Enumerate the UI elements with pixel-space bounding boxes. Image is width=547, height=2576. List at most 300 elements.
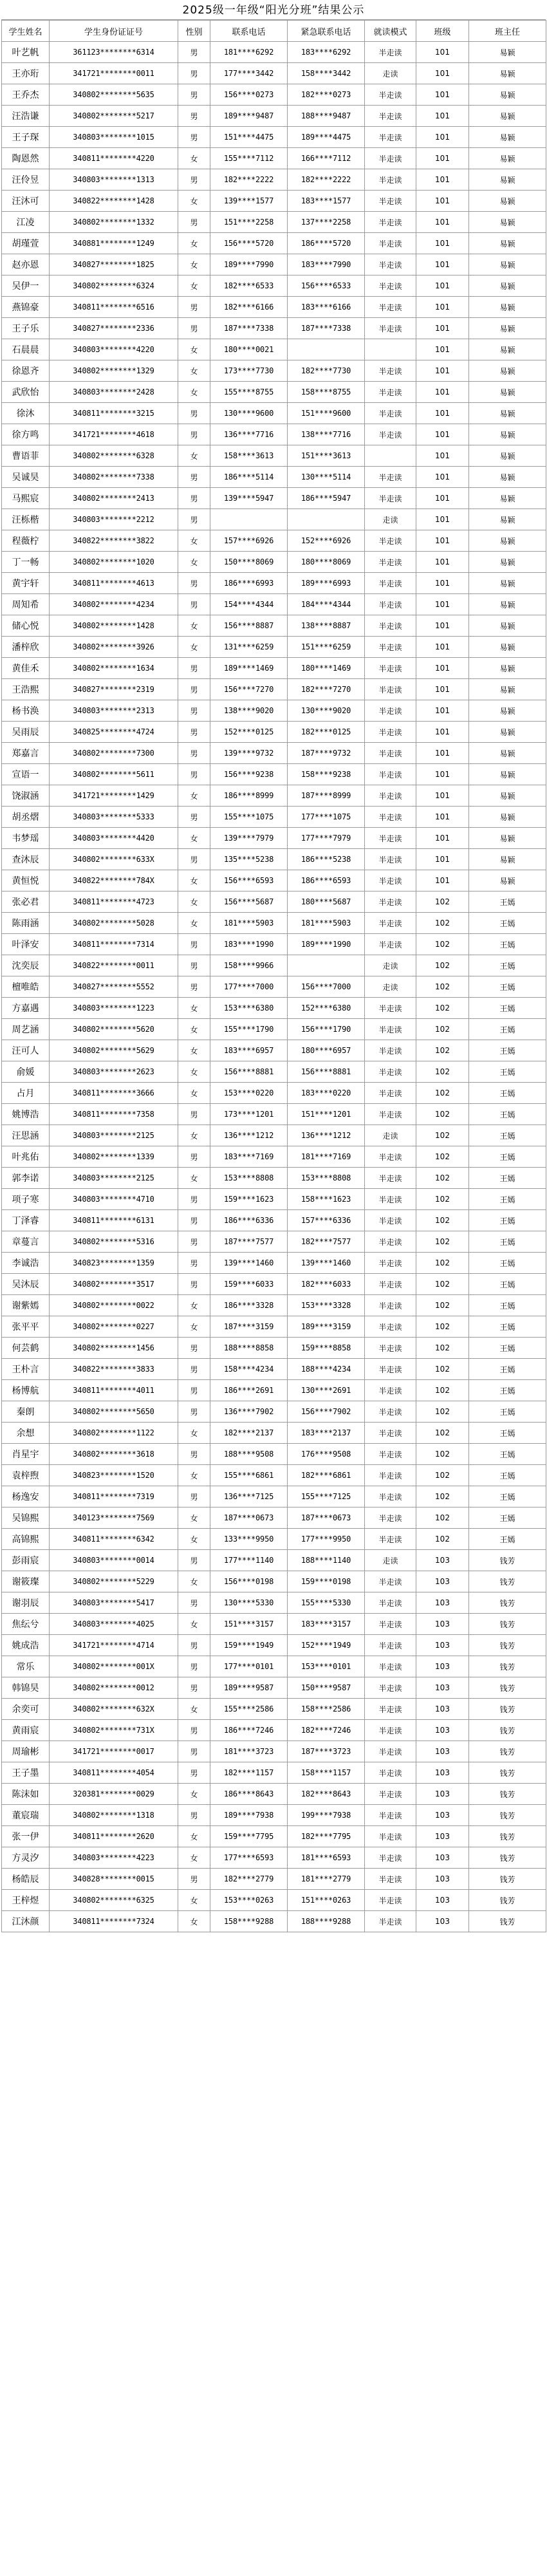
cell-class: 102 — [416, 1083, 469, 1104]
cell-id-number: 340802********7300 — [50, 743, 178, 764]
cell-study-mode: 半走读 — [365, 297, 416, 318]
cell-student-name: 李诚浩 — [2, 1253, 50, 1274]
cell-id-number: 340811********3215 — [50, 403, 178, 424]
cell-gender: 男 — [178, 743, 210, 764]
table-row — [2, 1061, 546, 1083]
cell-gender: 女 — [178, 637, 210, 658]
cell-emergency-phone: 157****6336 — [288, 1210, 365, 1231]
cell-phone: 158****9288 — [210, 1911, 288, 1932]
cell-student-name: 吴伊一 — [2, 275, 50, 297]
cell-class: 102 — [416, 1210, 469, 1231]
cell-student-name: 常乐 — [2, 1656, 50, 1677]
cell-student-name: 高锦熙 — [2, 1529, 50, 1550]
cell-gender: 女 — [178, 1168, 210, 1189]
cell-class: 101 — [416, 339, 469, 360]
cell-id-number: 340802********633X — [50, 849, 178, 870]
cell-gender: 男 — [178, 1486, 210, 1507]
cell-study-mode: 半走读 — [365, 1741, 416, 1762]
cell-study-mode: 半走读 — [365, 1677, 416, 1699]
cell-study-mode: 半走读 — [365, 127, 416, 148]
cell-emergency-phone: 153****3328 — [288, 1295, 365, 1316]
table-row — [2, 297, 546, 318]
cell-phone: 187****7338 — [210, 318, 288, 339]
cell-gender: 男 — [178, 1189, 210, 1210]
cell-student-name: 袁梓煦 — [2, 1465, 50, 1486]
cell-phone: 186****2691 — [210, 1380, 288, 1401]
cell-id-number: 340802********5316 — [50, 1231, 178, 1253]
cell-student-name: 汪思涵 — [2, 1125, 50, 1146]
cell-study-mode: 半走读 — [365, 488, 416, 509]
cell-head-teacher: 钱芳 — [469, 1741, 546, 1762]
cell-study-mode: 半走读 — [365, 1380, 416, 1401]
cell-student-name: 胡丞熠 — [2, 807, 50, 828]
cell-study-mode: 半走读 — [365, 1805, 416, 1826]
table-row — [2, 1359, 546, 1380]
cell-emergency-phone — [288, 339, 365, 360]
cell-class: 101 — [416, 870, 469, 891]
cell-study-mode: 半走读 — [365, 148, 416, 169]
cell-class: 101 — [416, 297, 469, 318]
cell-gender: 女 — [178, 1571, 210, 1592]
cell-phone: 136****7902 — [210, 1401, 288, 1423]
cell-head-teacher: 易颖 — [469, 615, 546, 637]
header-class: 班级 — [416, 21, 469, 42]
table-row — [2, 1295, 546, 1316]
cell-phone: 135****5238 — [210, 849, 288, 870]
cell-emergency-phone: 177****1075 — [288, 807, 365, 828]
cell-study-mode: 半走读 — [365, 1699, 416, 1720]
cell-phone: 159****6033 — [210, 1274, 288, 1295]
cell-study-mode: 半走读 — [365, 382, 416, 403]
cell-class: 103 — [416, 1741, 469, 1762]
cell-study-mode: 半走读 — [365, 424, 416, 445]
cell-phone: 155****7112 — [210, 148, 288, 169]
cell-id-number: 340802********3618 — [50, 1444, 178, 1465]
cell-student-name: 王子墨 — [2, 1762, 50, 1784]
cell-gender: 男 — [178, 1253, 210, 1274]
cell-head-teacher: 易颖 — [469, 594, 546, 615]
cell-head-teacher: 易颖 — [469, 828, 546, 849]
table-row — [2, 828, 546, 849]
cell-class: 101 — [416, 722, 469, 743]
cell-class: 102 — [416, 1146, 469, 1168]
cell-class: 103 — [416, 1784, 469, 1805]
cell-phone: 156****5720 — [210, 233, 288, 254]
table-row — [2, 169, 546, 191]
cell-class: 101 — [416, 509, 469, 530]
cell-emergency-phone: 130****2691 — [288, 1380, 365, 1401]
cell-student-name: 徐沐 — [2, 403, 50, 424]
cell-emergency-phone: 187****9732 — [288, 743, 365, 764]
cell-gender: 女 — [178, 552, 210, 573]
cell-id-number: 320381********0029 — [50, 1784, 178, 1805]
cell-gender: 女 — [178, 828, 210, 849]
cell-study-mode: 半走读 — [365, 807, 416, 828]
cell-student-name: 韦梦瑶 — [2, 828, 50, 849]
cell-head-teacher: 王嫣 — [469, 1146, 546, 1168]
cell-class: 101 — [416, 488, 469, 509]
table-row — [2, 1890, 546, 1911]
cell-phone: 151****4475 — [210, 127, 288, 148]
cell-gender: 女 — [178, 1040, 210, 1061]
cell-head-teacher: 易颖 — [469, 127, 546, 148]
cell-class: 101 — [416, 403, 469, 424]
cell-phone: 156****5687 — [210, 891, 288, 913]
cell-head-teacher: 易颖 — [469, 764, 546, 785]
cell-head-teacher: 易颖 — [469, 700, 546, 722]
table-row — [2, 1826, 546, 1847]
table-row — [2, 998, 546, 1019]
header-id-number: 学生身份证证号 — [50, 21, 178, 42]
cell-class: 101 — [416, 42, 469, 63]
cell-phone: 156****8881 — [210, 1061, 288, 1083]
header-student-name: 学生姓名 — [2, 21, 50, 42]
cell-head-teacher: 王嫣 — [469, 1061, 546, 1083]
cell-id-number: 340803********2125 — [50, 1168, 178, 1189]
cell-phone: 156****6593 — [210, 870, 288, 891]
table-row — [2, 679, 546, 700]
cell-class: 102 — [416, 1061, 469, 1083]
cell-student-name: 黄雨宸 — [2, 1720, 50, 1741]
cell-class: 102 — [416, 1401, 469, 1423]
cell-study-mode: 半走读 — [365, 1529, 416, 1550]
table-row — [2, 1720, 546, 1741]
table-row — [2, 1847, 546, 1869]
cell-head-teacher: 易颖 — [469, 658, 546, 679]
cell-emergency-phone: 187****8999 — [288, 785, 365, 807]
cell-id-number: 340802********6328 — [50, 445, 178, 467]
cell-id-number: 340811********4723 — [50, 891, 178, 913]
cell-gender: 女 — [178, 1529, 210, 1550]
cell-student-name: 方灵汐 — [2, 1847, 50, 1869]
cell-id-number: 340827********5552 — [50, 976, 178, 998]
cell-head-teacher: 王嫣 — [469, 1040, 546, 1061]
cell-gender: 男 — [178, 1338, 210, 1359]
cell-id-number: 340803********4025 — [50, 1614, 178, 1635]
cell-id-number: 340802********1329 — [50, 360, 178, 382]
cell-phone: 181****6292 — [210, 42, 288, 63]
cell-head-teacher: 易颖 — [469, 637, 546, 658]
cell-class: 101 — [416, 743, 469, 764]
cell-phone: 187****0673 — [210, 1507, 288, 1529]
cell-gender: 男 — [178, 1210, 210, 1231]
cell-class: 102 — [416, 1316, 469, 1338]
cell-phone: 131****6259 — [210, 637, 288, 658]
cell-emergency-phone: 187****0673 — [288, 1507, 365, 1529]
table-row — [2, 594, 546, 615]
cell-class: 101 — [416, 828, 469, 849]
cell-id-number: 340802********5629 — [50, 1040, 178, 1061]
cell-emergency-phone: 159****8858 — [288, 1338, 365, 1359]
cell-id-number: 340802********1332 — [50, 212, 178, 233]
cell-phone: 139****7979 — [210, 828, 288, 849]
cell-head-teacher: 王嫣 — [469, 1189, 546, 1210]
cell-head-teacher: 钱芳 — [469, 1677, 546, 1699]
cell-class: 101 — [416, 360, 469, 382]
cell-study-mode: 半走读 — [365, 1444, 416, 1465]
table-row — [2, 934, 546, 955]
cell-id-number: 340802********5611 — [50, 764, 178, 785]
cell-gender: 男 — [178, 722, 210, 743]
cell-emergency-phone: 151****3613 — [288, 445, 365, 467]
cell-phone: 186****3328 — [210, 1295, 288, 1316]
cell-phone: 189****9487 — [210, 106, 288, 127]
cell-id-number: 340802********5217 — [50, 106, 178, 127]
cell-student-name: 储心悦 — [2, 615, 50, 637]
cell-class: 102 — [416, 1040, 469, 1061]
cell-study-mode: 半走读 — [365, 360, 416, 382]
cell-emergency-phone: 183****3157 — [288, 1614, 365, 1635]
cell-emergency-phone: 153****0101 — [288, 1656, 365, 1677]
table-row — [2, 1550, 546, 1571]
cell-student-name: 吴锦熙 — [2, 1507, 50, 1529]
cell-class: 101 — [416, 700, 469, 722]
cell-gender: 男 — [178, 509, 210, 530]
cell-phone: 156****0198 — [210, 1571, 288, 1592]
cell-id-number: 340802********2413 — [50, 488, 178, 509]
cell-id-number: 340802********731X — [50, 1720, 178, 1741]
table-row — [2, 1210, 546, 1231]
cell-gender: 女 — [178, 1614, 210, 1635]
cell-class: 102 — [416, 1380, 469, 1401]
cell-study-mode: 半走读 — [365, 1614, 416, 1635]
cell-class: 101 — [416, 594, 469, 615]
cell-head-teacher: 王嫣 — [469, 934, 546, 955]
cell-student-name: 叶艺帆 — [2, 42, 50, 63]
cell-phone: 151****3157 — [210, 1614, 288, 1635]
cell-study-mode: 半走读 — [365, 573, 416, 594]
cell-student-name: 汪伶昱 — [2, 169, 50, 191]
cell-emergency-phone: 150****9587 — [288, 1677, 365, 1699]
cell-study-mode: 半走读 — [365, 212, 416, 233]
table-row — [2, 785, 546, 807]
cell-head-teacher: 易颖 — [469, 530, 546, 552]
cell-head-teacher: 易颖 — [469, 403, 546, 424]
cell-gender: 男 — [178, 700, 210, 722]
cell-phone: 187****3159 — [210, 1316, 288, 1338]
cell-class: 103 — [416, 1720, 469, 1741]
cell-class: 102 — [416, 1529, 469, 1550]
cell-head-teacher: 王嫣 — [469, 1274, 546, 1295]
cell-class: 103 — [416, 1656, 469, 1677]
cell-head-teacher: 钱芳 — [469, 1784, 546, 1805]
cell-head-teacher: 易颖 — [469, 743, 546, 764]
cell-head-teacher: 易颖 — [469, 552, 546, 573]
cell-phone: 159****1949 — [210, 1635, 288, 1656]
cell-phone: 159****1623 — [210, 1189, 288, 1210]
cell-gender: 女 — [178, 1423, 210, 1444]
cell-student-name: 杨书涣 — [2, 700, 50, 722]
cell-study-mode: 半走读 — [365, 1507, 416, 1529]
cell-emergency-phone: 181****2779 — [288, 1869, 365, 1890]
cell-gender: 男 — [178, 1146, 210, 1168]
cell-head-teacher: 易颖 — [469, 424, 546, 445]
cell-head-teacher: 易颖 — [469, 339, 546, 360]
cell-gender: 男 — [178, 1720, 210, 1741]
cell-emergency-phone: 180****8069 — [288, 552, 365, 573]
cell-phone: 173****7730 — [210, 360, 288, 382]
cell-gender: 男 — [178, 1380, 210, 1401]
cell-class: 102 — [416, 1465, 469, 1486]
cell-id-number: 340802********1428 — [50, 615, 178, 637]
table-row — [2, 1444, 546, 1465]
cell-gender: 男 — [178, 424, 210, 445]
cell-study-mode: 半走读 — [365, 403, 416, 424]
cell-id-number: 340802********5229 — [50, 1571, 178, 1592]
cell-emergency-phone: 183****7990 — [288, 254, 365, 275]
header-head-teacher: 班主任 — [469, 21, 546, 42]
cell-emergency-phone: 182****6861 — [288, 1465, 365, 1486]
table-row — [2, 403, 546, 424]
cell-phone: 173****1201 — [210, 1104, 288, 1125]
cell-student-name: 胡瑾萱 — [2, 233, 50, 254]
cell-student-name: 汪栎楷 — [2, 509, 50, 530]
cell-student-name: 章蔓言 — [2, 1231, 50, 1253]
cell-id-number: 340822********784X — [50, 870, 178, 891]
cell-student-name: 张一伊 — [2, 1826, 50, 1847]
cell-id-number: 340811********3666 — [50, 1083, 178, 1104]
cell-emergency-phone: 158****1623 — [288, 1189, 365, 1210]
cell-student-name: 张平平 — [2, 1316, 50, 1338]
cell-emergency-phone: 188****9288 — [288, 1911, 365, 1932]
cell-emergency-phone: 177****7979 — [288, 828, 365, 849]
cell-head-teacher: 易颖 — [469, 807, 546, 828]
cell-emergency-phone: 189****3159 — [288, 1316, 365, 1338]
results-table — [1, 20, 546, 1932]
cell-head-teacher: 王嫣 — [469, 1316, 546, 1338]
cell-student-name: 吴诚昊 — [2, 467, 50, 488]
cell-class: 102 — [416, 1507, 469, 1529]
table-row — [2, 1614, 546, 1635]
cell-phone: 158****4234 — [210, 1359, 288, 1380]
cell-gender: 男 — [178, 1359, 210, 1380]
cell-id-number: 340803********5417 — [50, 1592, 178, 1614]
cell-gender: 女 — [178, 233, 210, 254]
cell-id-number: 341721********4714 — [50, 1635, 178, 1656]
cell-gender: 男 — [178, 849, 210, 870]
cell-phone: 189****7938 — [210, 1805, 288, 1826]
cell-class: 101 — [416, 679, 469, 700]
cell-student-name: 谢羽辰 — [2, 1592, 50, 1614]
cell-phone: 136****7716 — [210, 424, 288, 445]
cell-gender: 女 — [178, 148, 210, 169]
cell-student-name: 叶兆佑 — [2, 1146, 50, 1168]
cell-gender: 女 — [178, 191, 210, 212]
cell-student-name: 宣语一 — [2, 764, 50, 785]
cell-id-number: 340803********2313 — [50, 700, 178, 722]
cell-study-mode: 半走读 — [365, 658, 416, 679]
cell-study-mode: 半走读 — [365, 169, 416, 191]
cell-id-number: 340803********4420 — [50, 828, 178, 849]
cell-emergency-phone: 182****7577 — [288, 1231, 365, 1253]
cell-head-teacher: 钱芳 — [469, 1571, 546, 1592]
cell-emergency-phone: 184****4344 — [288, 594, 365, 615]
cell-id-number: 340811********4613 — [50, 573, 178, 594]
cell-emergency-phone: 183****6166 — [288, 297, 365, 318]
cell-gender: 女 — [178, 1295, 210, 1316]
table-row — [2, 106, 546, 127]
cell-emergency-phone: 151****9600 — [288, 403, 365, 424]
cell-head-teacher: 钱芳 — [469, 1699, 546, 1720]
cell-student-name: 郭李诺 — [2, 1168, 50, 1189]
cell-gender: 男 — [178, 679, 210, 700]
cell-emergency-phone: 153****8808 — [288, 1168, 365, 1189]
cell-gender: 男 — [178, 658, 210, 679]
cell-class: 103 — [416, 1592, 469, 1614]
cell-phone: 155****1075 — [210, 807, 288, 828]
cell-id-number: 340802********7338 — [50, 467, 178, 488]
cell-student-name: 方嘉遇 — [2, 998, 50, 1019]
cell-study-mode: 半走读 — [365, 1040, 416, 1061]
cell-class: 102 — [416, 913, 469, 934]
cell-phone: 156****8887 — [210, 615, 288, 637]
cell-id-number: 340803********2212 — [50, 509, 178, 530]
cell-head-teacher: 王嫣 — [469, 976, 546, 998]
cell-class: 101 — [416, 445, 469, 467]
cell-phone: 156****9238 — [210, 764, 288, 785]
cell-emergency-phone: 152****6926 — [288, 530, 365, 552]
cell-id-number: 340827********1825 — [50, 254, 178, 275]
cell-head-teacher: 易颖 — [469, 297, 546, 318]
cell-student-name: 项子寒 — [2, 1189, 50, 1210]
cell-student-name: 肖星宇 — [2, 1444, 50, 1465]
cell-study-mode: 走读 — [365, 63, 416, 84]
cell-gender: 女 — [178, 530, 210, 552]
cell-head-teacher: 钱芳 — [469, 1656, 546, 1677]
cell-emergency-phone: 186****5238 — [288, 849, 365, 870]
cell-gender: 女 — [178, 913, 210, 934]
cell-emergency-phone: 136****1212 — [288, 1125, 365, 1146]
cell-class: 102 — [416, 1444, 469, 1465]
cell-emergency-phone: 156****6533 — [288, 275, 365, 297]
cell-id-number: 340802********1318 — [50, 1805, 178, 1826]
cell-head-teacher: 钱芳 — [469, 1805, 546, 1826]
cell-class: 101 — [416, 106, 469, 127]
cell-study-mode: 半走读 — [365, 1762, 416, 1784]
cell-class: 102 — [416, 1423, 469, 1444]
cell-gender: 女 — [178, 275, 210, 297]
cell-phone: 188****9508 — [210, 1444, 288, 1465]
cell-phone: 159****7795 — [210, 1826, 288, 1847]
cell-head-teacher: 钱芳 — [469, 1550, 546, 1571]
cell-class: 102 — [416, 1189, 469, 1210]
cell-head-teacher: 王嫣 — [469, 1125, 546, 1146]
cell-id-number: 340803********1015 — [50, 127, 178, 148]
cell-head-teacher: 王嫣 — [469, 1359, 546, 1380]
cell-phone: 138****9020 — [210, 700, 288, 722]
table-row — [2, 700, 546, 722]
cell-phone: 182****2222 — [210, 169, 288, 191]
cell-gender: 男 — [178, 127, 210, 148]
cell-class: 102 — [416, 1253, 469, 1274]
cell-study-mode: 半走读 — [365, 743, 416, 764]
table-row — [2, 1529, 546, 1550]
cell-phone: 187****7577 — [210, 1231, 288, 1253]
cell-student-name: 石晨晨 — [2, 339, 50, 360]
cell-phone: 139****9732 — [210, 743, 288, 764]
table-row — [2, 1316, 546, 1338]
cell-gender: 女 — [178, 1911, 210, 1932]
table-row — [2, 1168, 546, 1189]
cell-student-name: 杨博航 — [2, 1380, 50, 1401]
cell-gender: 男 — [178, 1550, 210, 1571]
cell-head-teacher: 易颖 — [469, 573, 546, 594]
cell-study-mode: 半走读 — [365, 891, 416, 913]
cell-head-teacher: 钱芳 — [469, 1911, 546, 1932]
cell-id-number: 340811********6342 — [50, 1529, 178, 1550]
cell-student-name: 黄恒悦 — [2, 870, 50, 891]
cell-phone: 155****2586 — [210, 1699, 288, 1720]
